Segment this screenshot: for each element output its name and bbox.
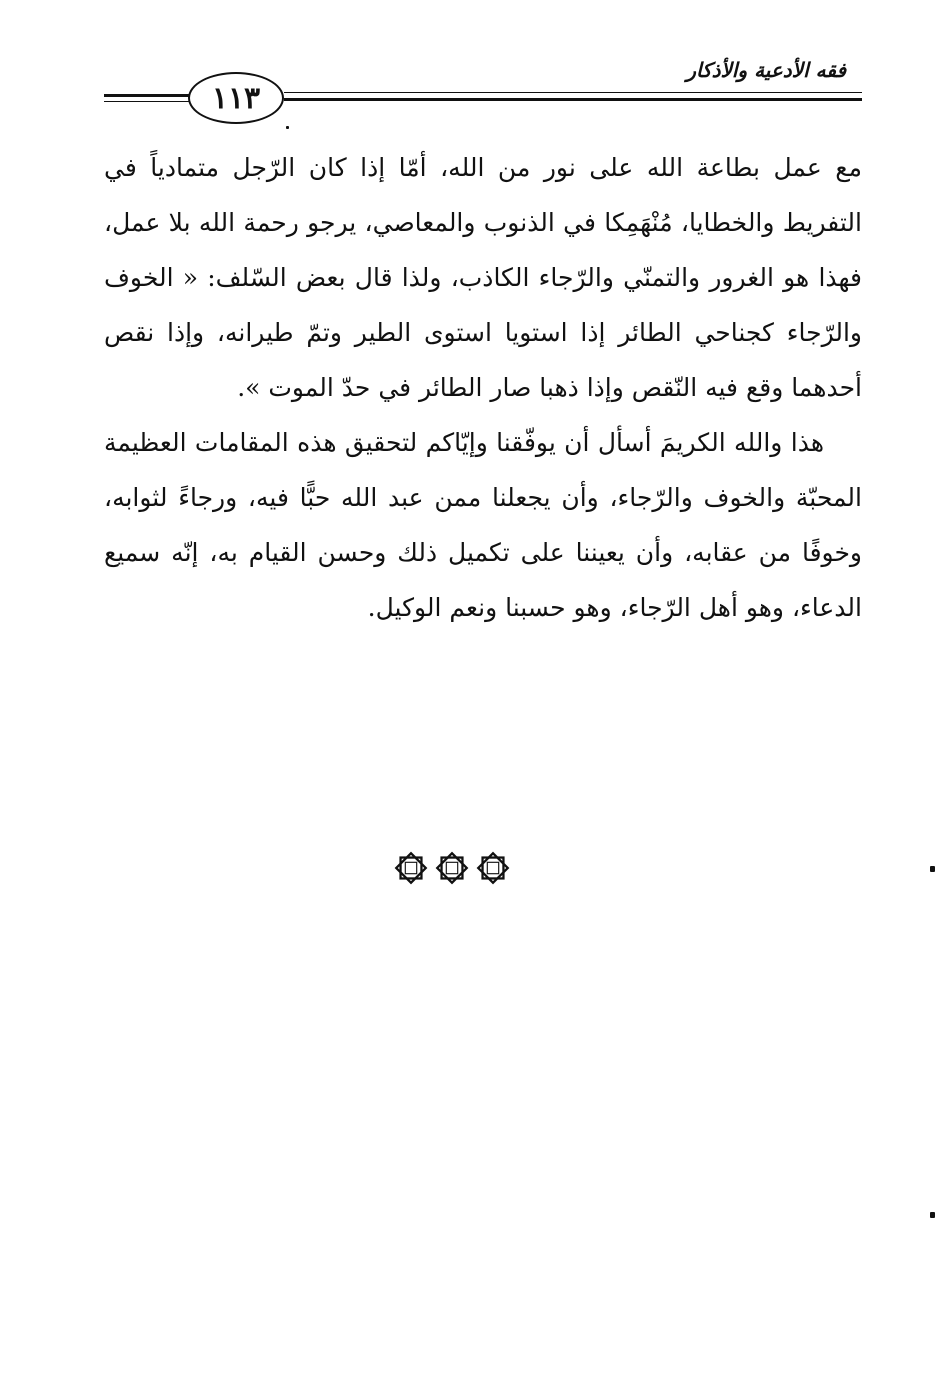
eight-point-star-ornament-icon — [474, 849, 512, 887]
scan-speck — [286, 126, 289, 129]
scan-speck — [930, 1212, 935, 1218]
page-number-badge — [188, 72, 284, 124]
header-rule-left-thick — [104, 94, 190, 97]
paragraph-2: هذا والله الكريمَ أسأل أن يوفّقنا وإيّاكم لتحقيق هذه المقامات العظيمة المحبّة والخوف والرّجاء، وأن يجعلنا ممن عبد الله حبًّا فيه، ورجاءً لثوابه، وخوفًا من عقابه، وأن يعيننا على تكميل ذلك وحسن القيام به، إنّه سميع الدعاء، وهو أهل الرّجاء، وهو حسبنا ونعم الوكيل. — [104, 428, 862, 622]
section-end-ornament — [392, 848, 512, 888]
header-rule-left-thin — [104, 101, 190, 102]
main-text — [104, 140, 862, 635]
eight-point-star-ornament-icon — [392, 849, 430, 887]
header-rule-right-thin — [284, 92, 862, 93]
paragraph-1: مع عمل بطاعة الله على نور من الله، أمّا إذا كان الرّجل متمادياً في التفريط والخطايا، مُنْهَمِكا في الذنوب والمعاصي، يرجو رحمة الله بلا عمل، فهذا هو الغرور والتمنّي والرّجاء الكاذب، ولذا قال بعض السّلف: « الخوف والرّجاء كجناحي الطائر إذا استويا استوى الطير وتمّ طيرانه، وإذا نقص أحدهما وقع فيه النّقص وإذا ذهبا صار الطائر في حدّ الموت ». — [104, 153, 862, 402]
scan-speck — [930, 866, 935, 872]
running-title: فقه الأدعية والأذكار — [686, 58, 846, 82]
header-rule-right-thick — [284, 98, 862, 101]
eight-point-star-ornament-icon — [433, 849, 471, 887]
page-number: ١١٣ — [211, 80, 261, 116]
